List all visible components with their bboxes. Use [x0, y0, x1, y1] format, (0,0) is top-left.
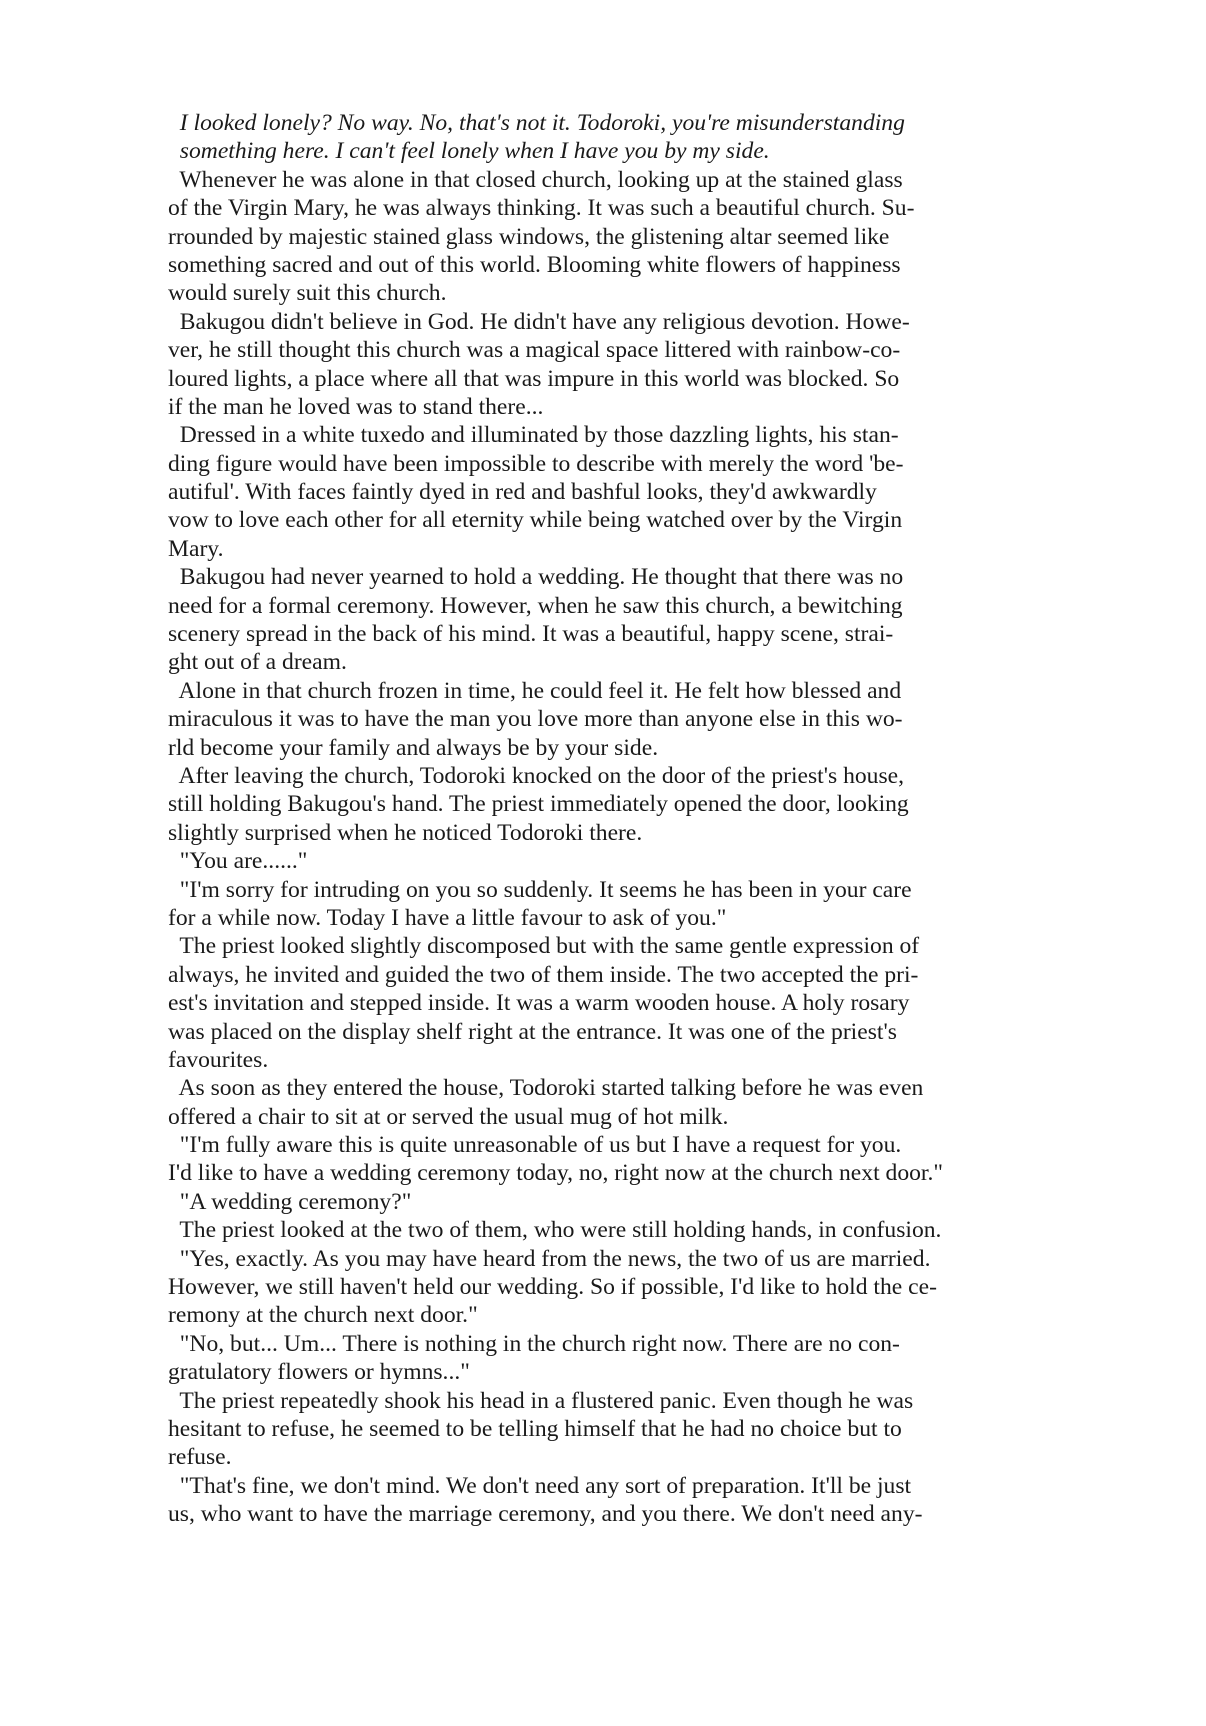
text-line: offered a chair to sit at or served the usual mug of hot milk.	[168, 1103, 729, 1130]
text-line: "Yes, exactly. As you may have heard from the news, the two of us are married.	[168, 1245, 931, 1272]
text-line: ding figure would have been impossible to describe with merely the word 'be-	[168, 450, 904, 477]
text-line: ver, he still thought this church was a magical space littered with rainbow-co-	[168, 337, 901, 364]
text-line: Dressed in a white tuxedo and illuminated by those dazzling lights, his stan-	[168, 422, 899, 449]
text-line: us, who want to have the marriage ceremony, and you there. We don't need any-	[168, 1501, 923, 1528]
text-line: gratulatory flowers or hymns..."	[168, 1359, 470, 1386]
text-line: rrounded by majestic stained glass windows, the glistening altar seemed like	[168, 223, 890, 250]
text-line: "I'm fully aware this is quite unreasonable of us but I have a request for you.	[168, 1132, 902, 1159]
text-line: vow to love each other for all eternity while being watched over by the Virgin	[168, 507, 903, 534]
text-line: for a while now. Today I have a little favour to ask of you."	[168, 904, 727, 931]
text-line: need for a formal ceremony. However, when he saw this church, a bewitching	[168, 592, 903, 619]
text-line: of the Virgin Mary, he was always thinking. It was such a beautiful church. Su-	[168, 195, 915, 222]
body-text	[168, 109, 1038, 1529]
text-line: Mary.	[168, 535, 224, 562]
text-line: The priest looked slightly discomposed but with the same gentle expression of	[168, 933, 920, 960]
text-line: The priest repeatedly shook his head in a flustered panic. Even though he was	[168, 1387, 914, 1414]
text-line: miraculous it was to have the man you love more than anyone else in this wo-	[168, 706, 903, 733]
text-line: autiful'. With faces faintly dyed in red and bashful looks, they'd awkwardly	[168, 479, 877, 506]
text-line: "You are......"	[168, 848, 308, 875]
text-line: "I'm sorry for intruding on you so suddenly. It seems he has been in your care	[168, 876, 912, 903]
text-line: I'd like to have a wedding ceremony today, no, right now at the church next door."	[168, 1160, 943, 1187]
text-line: remony at the church next door."	[168, 1302, 478, 1329]
text-line: was placed on the display shelf right at the entrance. It was one of the priest's	[168, 1018, 897, 1045]
text-line: would surely suit this church.	[168, 280, 447, 307]
text-line: However, we still haven't held our wedding. So if possible, I'd like to hold the ce-	[168, 1274, 937, 1301]
text-line: hesitant to refuse, he seemed to be telling himself that he had no choice but to	[168, 1415, 902, 1442]
text-line: favourites.	[168, 1046, 269, 1073]
text-line: refuse.	[168, 1444, 232, 1471]
text-line: "No, but... Um... There is nothing in the church right now. There are no con-	[168, 1330, 900, 1357]
text-line: still holding Bakugou's hand. The priest immediately opened the door, looking	[168, 791, 909, 818]
text-line: "A wedding ceremony?"	[168, 1188, 412, 1215]
text-line: Whenever he was alone in that closed church, looking up at the stained glass	[168, 166, 903, 193]
text-line: something sacred and out of this world. Blooming white flowers of happiness	[168, 251, 901, 278]
text-line: est's invitation and stepped inside. It was a warm wooden house. A holy rosary	[168, 990, 910, 1017]
text-line: After leaving the church, Todoroki knocked on the door of the priest's house,	[168, 762, 905, 789]
text-line: rld become your family and always be by your side.	[168, 734, 659, 761]
text-line: slightly surprised when he noticed Todoroki there.	[168, 819, 643, 846]
italic-text-line: something here. I can't feel lonely when I have you by my side.	[168, 138, 770, 165]
text-line: loured lights, a place where all that was impure in this world was blocked. So	[168, 365, 900, 392]
text-line: "That's fine, we don't mind. We don't need any sort of preparation. It'll be just	[168, 1472, 912, 1499]
text-line: Bakugou had never yearned to hold a wedding. He thought that there was no	[168, 564, 904, 591]
italic-text-line: I looked lonely? No way. No, that's not it. Todoroki, you're misunderstanding	[168, 110, 905, 136]
text-line: As soon as they entered the house, Todoroki started talking before he was even	[168, 1075, 924, 1102]
text-line: always, he invited and guided the two of them inside. The two accepted the pri-	[168, 961, 919, 988]
text-line: Alone in that church frozen in time, he could feel it. He felt how blessed and	[168, 677, 902, 704]
text-line: if the man he loved was to stand there...	[168, 393, 544, 420]
text-line: The priest looked at the two of them, who were still holding hands, in confusion.	[168, 1217, 942, 1244]
text-line: Bakugou didn't believe in God. He didn't have any religious devotion. Howe-	[168, 308, 910, 335]
text-line: scenery spread in the back of his mind. It was a beautiful, happy scene, strai-	[168, 621, 894, 648]
text-line: ght out of a dream.	[168, 649, 347, 676]
